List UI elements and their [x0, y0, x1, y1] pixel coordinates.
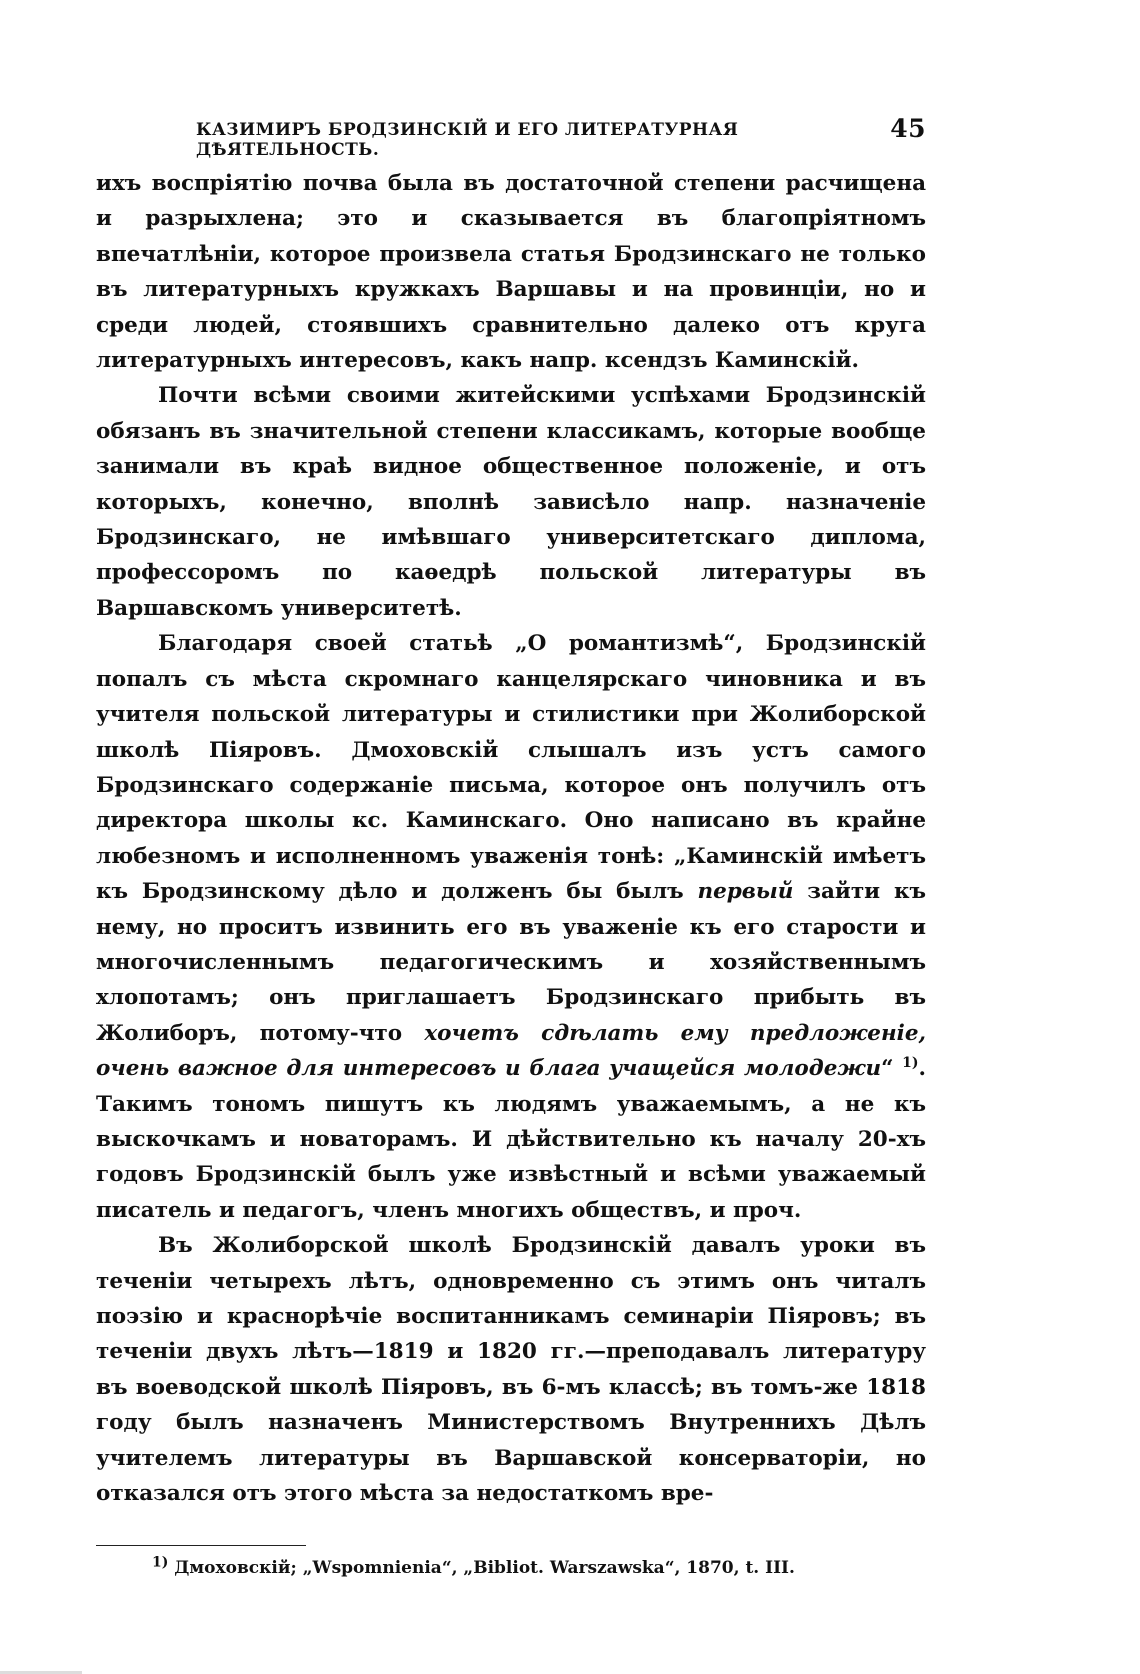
paragraph-4: Въ Жолиборской школѣ Бродзинскій давалъ уроки въ теченіи четырехъ лѣтъ, одновременно съ этимъ онъ читалъ поэзію и краснорѣчіе воспитанникамъ семинаріи Піяровъ; въ теченіи двухъ лѣтъ—1819 и 1820 гг.—преподавалъ литературу въ воеводской школѣ Піяровъ, въ 6-мъ классѣ; въ томъ-же 1818 году былъ назначенъ Министерствомъ Внутреннихъ Дѣлъ учителемъ литературы въ Варшавской консерваторіи, но отказался отъ этого мѣста за недостаткомъ вре- [96, 1233, 926, 1507]
closing-quote: “ [881, 1056, 894, 1082]
paragraph-3-part-1: Благодаря своей статьѣ „О романтизмѣ“, Бродзинскій попалъ съ мѣста скромнаго канцелярскаго чиновника и въ учителя польской литературы и стилистики при Жолиборской школѣ Піяровъ. Дмоховскій слышалъ изъ устъ самого Бродзинскаго содержаніе письма, которое онъ получилъ отъ директора школы кс. Каминскаго. Оно написано въ крайне любезномъ и исполненномъ уваженія тонѣ: „Каминскій имѣетъ къ Бродзинскому дѣло и долженъ бы былъ [96, 631, 926, 905]
book-page [96, 112, 926, 1582]
footnote [96, 1554, 926, 1582]
paragraph-2: Почти всѣми своими житейскими успѣхами Бродзинскій обязанъ въ значительной степени классикамъ, которые вообще занимали въ краѣ видное общественное положеніе, и отъ которыхъ, конечно, вполнѣ зависѣло напр. назначеніе Бродзинскаго, не имѣвшаго университетскаго диплома, профессоромъ по каѳедрѣ польской литературы въ Варшавскомъ университетѣ. [96, 383, 926, 621]
paragraph-3 [96, 626, 926, 1228]
running-head [96, 112, 926, 160]
italic-phrase-first: первый [697, 879, 794, 905]
body-text [96, 166, 926, 1511]
page-number: 45 [890, 114, 926, 143]
italic-phrase-quote: хочетъ сдѣлать ему предложеніе, очень важное для интересовъ и блага учащейся молодежи [96, 1020, 926, 1082]
paragraph-3-part-4: . Такимъ тономъ пишутъ къ людямъ уважаемымъ, а не къ выскочкамъ и новаторамъ. И дѣйствительно къ началу 20-хъ годовъ Бродзинскій былъ уже извѣстный и всѣми уважаемый писатель и педагогъ, членъ многихъ обществъ, и проч. [96, 1056, 926, 1223]
footnote-marker: 1) [152, 1554, 169, 1571]
paragraph-1: ихъ воспріятію почва была въ достаточной степени расчищена и разрыхлена; это и сказывается въ благопріятномъ впечатлѣніи, которое произвела статья Бродзинскаго не только въ литературныхъ кружкахъ Варшавы и на провинціи, но и среди людей, стоявшихъ сравнительно далеко отъ круга литературныхъ интересовъ, какъ напр. ксендзъ Каминскій. [96, 171, 926, 374]
running-title: КАЗИМИРЪ БРОДЗИНСКІЙ И ЕГО ЛИТЕРАТУРНАЯ ДѢЯТЕЛЬНОСТЬ. [196, 120, 739, 160]
footnote-text: Дмоховскій; „Wspomnienia“, „Bibliot. Warszawska“, 1870, t. III. [174, 1558, 795, 1579]
footnote-reference[interactable]: 1) [902, 1055, 919, 1071]
paragraph-3-part-2: зайти къ нему, но проситъ извинить его въ уваженіе къ его старости и многочисленнымъ педагогическимъ и хозяйственнымъ хлопотамъ; онъ приглашаетъ Бродзинскаго прибыть въ Жолиборъ, потому-что [96, 879, 926, 1046]
footnote-separator [96, 1545, 306, 1546]
